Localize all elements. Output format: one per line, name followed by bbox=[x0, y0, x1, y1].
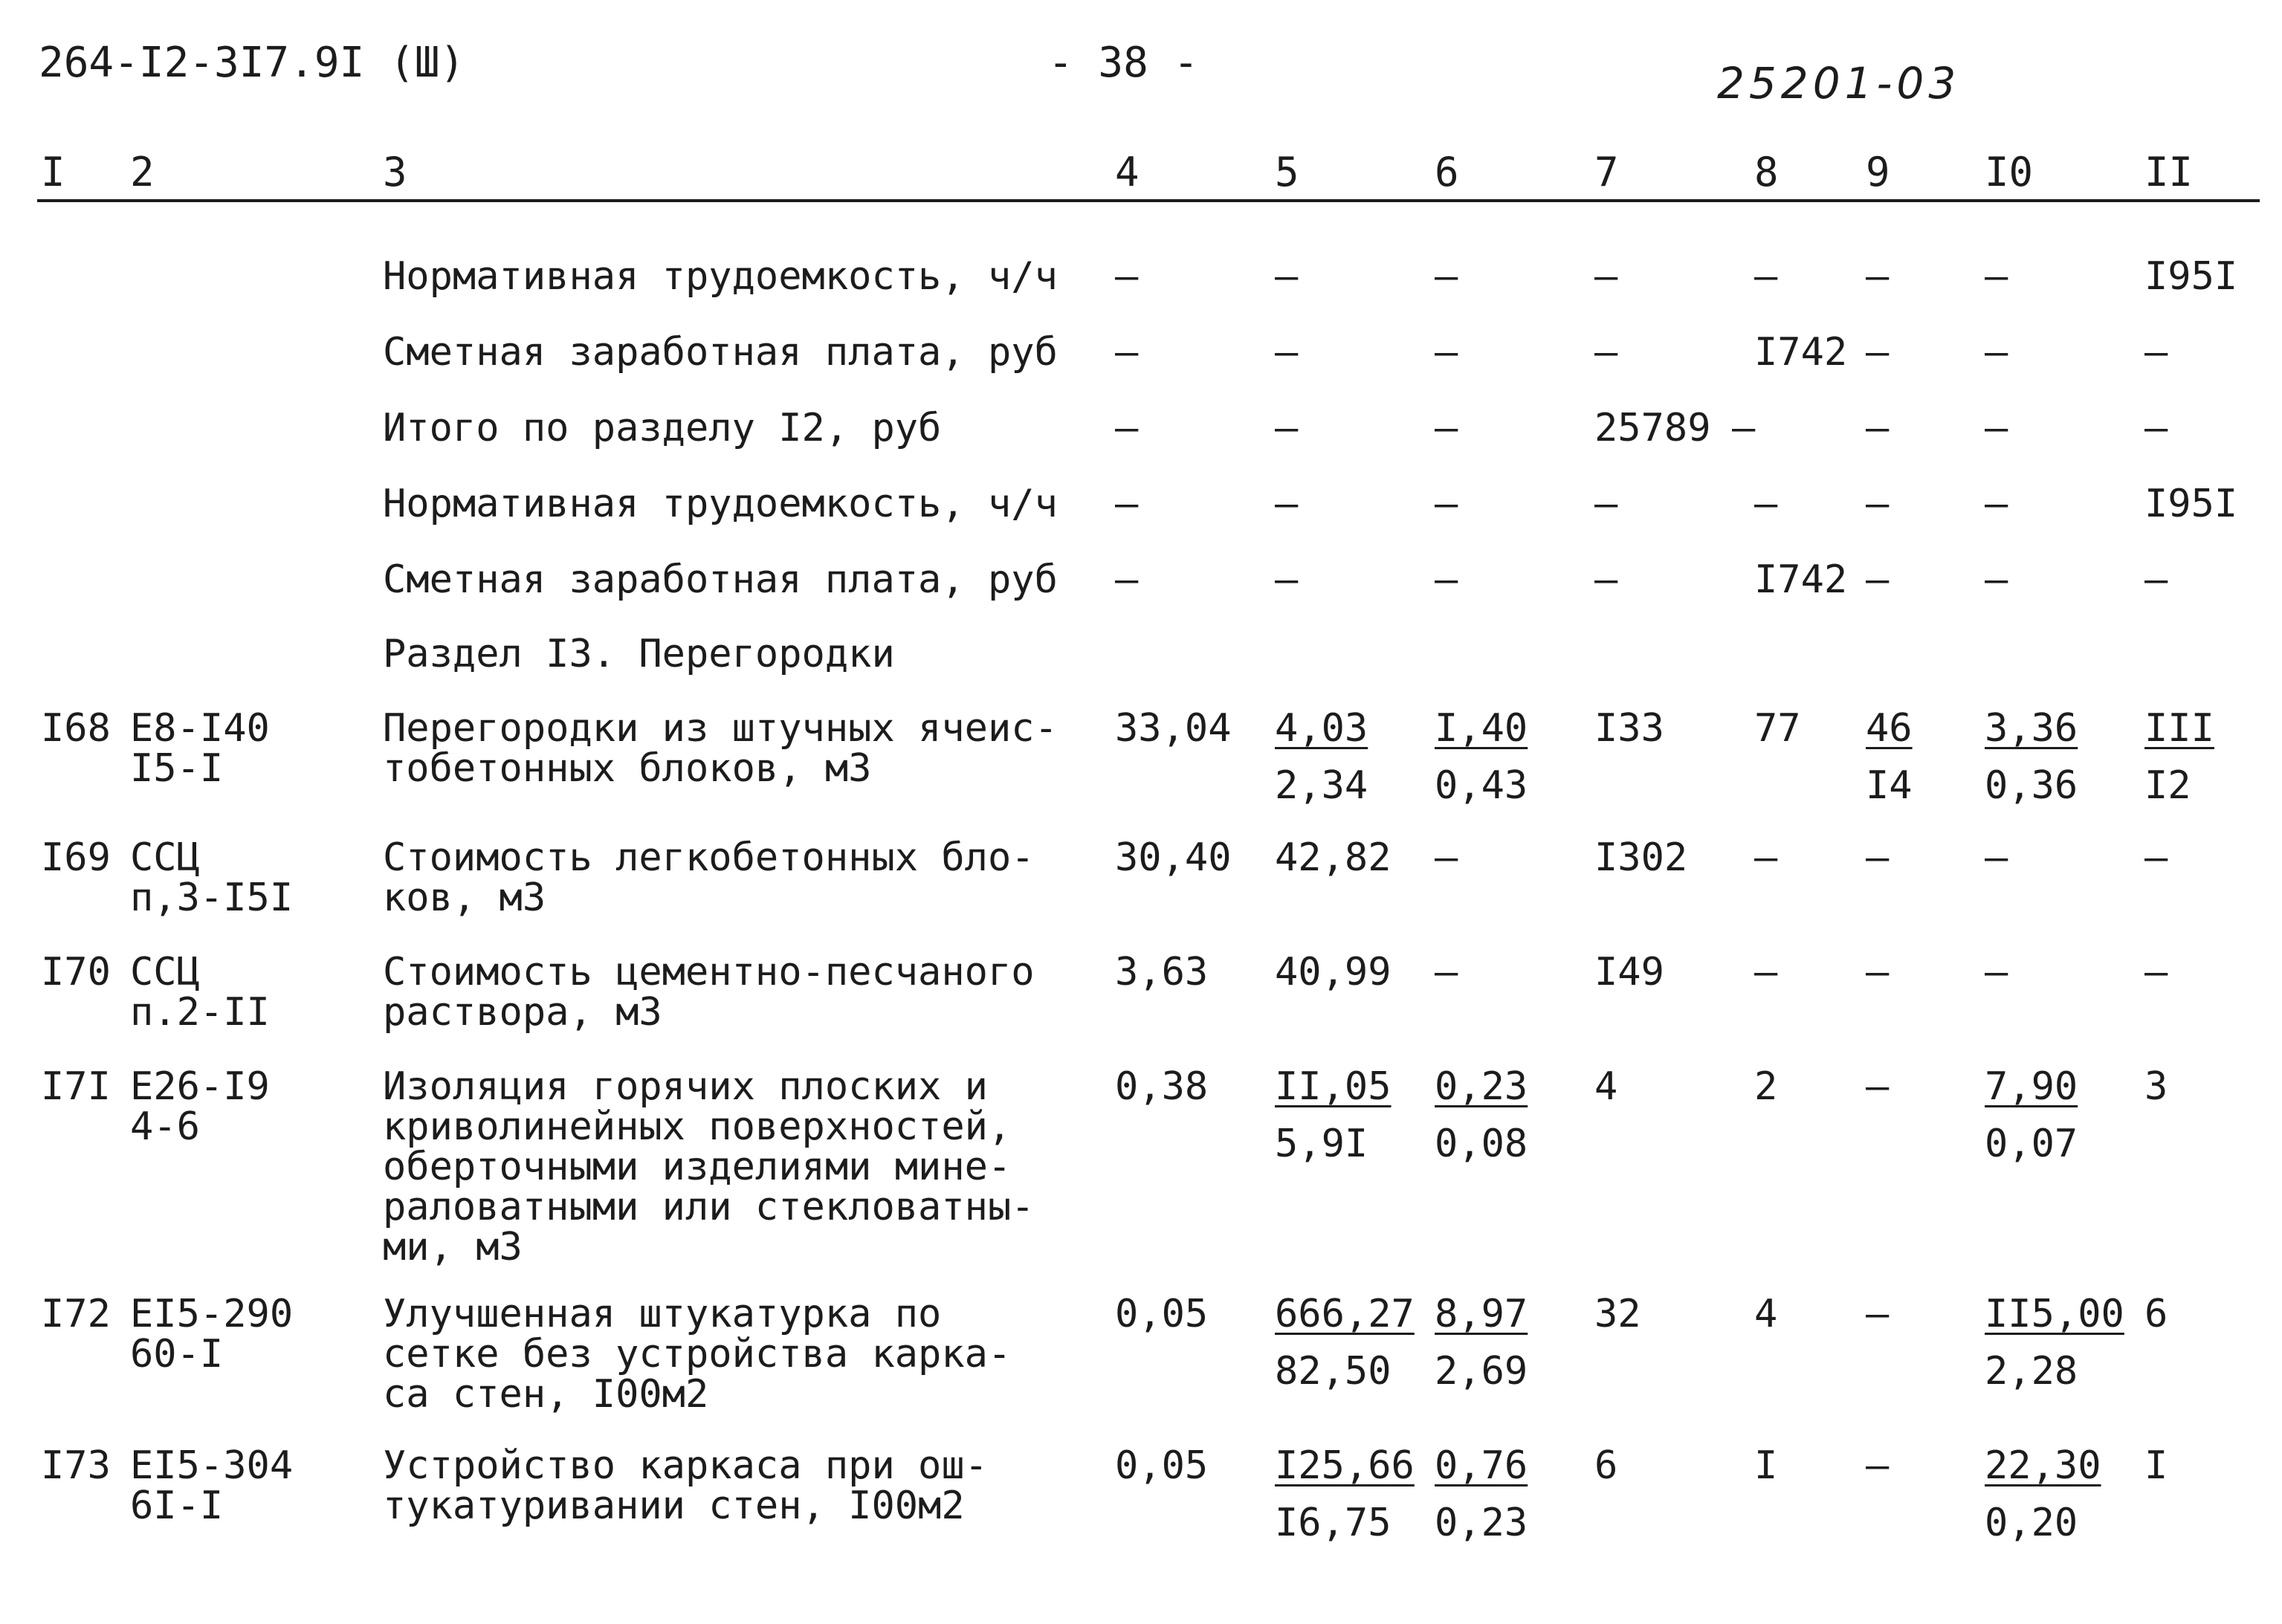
cell: – bbox=[1435, 482, 1458, 526]
column-number-8: 8 bbox=[1754, 149, 1779, 195]
cell: – bbox=[1985, 557, 2008, 602]
norm-code: ССЦ bbox=[130, 950, 200, 994]
cell-top: II,05 bbox=[1275, 1064, 1391, 1109]
cell: 0,05 bbox=[1115, 1443, 1209, 1488]
cell: – bbox=[1435, 330, 1458, 375]
cell: – bbox=[1435, 835, 1458, 880]
column-number-10: I0 bbox=[1985, 149, 2034, 195]
cell: – bbox=[1594, 254, 1618, 299]
item-description: Изоляция горячих плоских и bbox=[383, 1064, 988, 1109]
header-rule bbox=[37, 199, 2260, 202]
cell-top: 46 bbox=[1866, 706, 1913, 751]
cell: 2 bbox=[1754, 1064, 1778, 1109]
cell: – bbox=[1275, 406, 1299, 450]
column-number-1: I bbox=[41, 149, 65, 195]
cell: I33 bbox=[1594, 706, 1664, 751]
item-description: Улучшенная штукатурка по bbox=[383, 1292, 942, 1336]
cell-bottom: 0,08 bbox=[1435, 1122, 1528, 1166]
cell: 3 bbox=[2144, 1064, 2168, 1109]
cell-bottom: I4 bbox=[1866, 763, 1913, 808]
norm-code-sub: п.2-II bbox=[130, 990, 270, 1035]
norm-code: ЕI5-290 bbox=[130, 1292, 294, 1336]
cell-top: 0,76 bbox=[1435, 1443, 1528, 1488]
norm-code-sub: 4-6 bbox=[130, 1104, 200, 1149]
cell: I742 bbox=[1754, 557, 1848, 602]
column-number-5: 5 bbox=[1275, 149, 1299, 195]
cell: 40,99 bbox=[1275, 950, 1391, 994]
cell: – bbox=[1985, 406, 2008, 450]
cell-top: I,40 bbox=[1435, 706, 1528, 751]
norm-code-sub: 6I-I bbox=[130, 1484, 224, 1528]
column-number-7: 7 bbox=[1594, 149, 1619, 195]
norm-code: ССЦ bbox=[130, 835, 200, 880]
cell: – bbox=[1435, 406, 1458, 450]
cell: – bbox=[1985, 254, 2008, 299]
item-description: тобетонных блоков, м3 bbox=[383, 746, 872, 791]
cell-top: 7,90 bbox=[1985, 1064, 2078, 1109]
cell: – bbox=[2144, 557, 2168, 602]
column-number-2: 2 bbox=[130, 149, 155, 195]
row-number: I72 bbox=[41, 1292, 111, 1336]
cell: – bbox=[1866, 1443, 1890, 1488]
cell: 4 bbox=[1594, 1064, 1618, 1109]
item-description: раствора, м3 bbox=[383, 990, 662, 1035]
cell: – bbox=[1754, 482, 1778, 526]
cell: – bbox=[1866, 330, 1890, 375]
summary-label: Нормативная трудоемкость, ч/ч bbox=[383, 482, 1058, 526]
cell: 30,40 bbox=[1115, 835, 1232, 880]
cell-top: II5,00 bbox=[1985, 1292, 2124, 1336]
cell-top: 22,30 bbox=[1985, 1443, 2101, 1488]
cell-bottom: I2 bbox=[2144, 763, 2191, 808]
cell-top: III bbox=[2144, 706, 2214, 751]
summary-label: Сметная заработная плата, руб bbox=[383, 557, 1058, 602]
cell-top: 666,27 bbox=[1275, 1292, 1415, 1336]
cell: – bbox=[2144, 330, 2168, 375]
cell: – bbox=[1275, 482, 1299, 526]
row-number: I68 bbox=[41, 706, 111, 751]
cell: – bbox=[1754, 254, 1778, 299]
item-description: Устройство каркаса при ош- bbox=[383, 1443, 988, 1488]
cell: – bbox=[1115, 557, 1139, 602]
cell: 4 bbox=[1754, 1292, 1778, 1336]
cell: – bbox=[1594, 557, 1618, 602]
item-description: криволинейных поверхностей, bbox=[383, 1104, 1012, 1149]
cell: – bbox=[2144, 950, 2168, 994]
norm-code: Е26-I9 bbox=[130, 1064, 270, 1109]
cell: – bbox=[2144, 835, 2168, 880]
cell: – bbox=[1594, 482, 1618, 526]
section-title: Раздел I3. Перегородки bbox=[383, 632, 895, 676]
cell: – bbox=[1754, 835, 1778, 880]
cell-bottom: 0,23 bbox=[1435, 1501, 1528, 1545]
cell: – bbox=[1985, 950, 2008, 994]
column-number-9: 9 bbox=[1866, 149, 1890, 195]
cell: – bbox=[1732, 406, 1756, 450]
column-number-4: 4 bbox=[1115, 149, 1140, 195]
cell: I302 bbox=[1594, 835, 1688, 880]
column-number-11: II bbox=[2144, 149, 2194, 195]
item-description: ков, м3 bbox=[383, 876, 546, 920]
cell-top: 3,36 bbox=[1985, 706, 2078, 751]
cell: – bbox=[1866, 557, 1890, 602]
cell: – bbox=[1866, 1292, 1890, 1336]
item-description: Перегородки из штучных ячеис- bbox=[383, 706, 1058, 751]
cell: – bbox=[1275, 254, 1299, 299]
summary-label: Нормативная трудоемкость, ч/ч bbox=[383, 254, 1058, 299]
row-number: I73 bbox=[41, 1443, 111, 1488]
cell: – bbox=[1435, 950, 1458, 994]
cell: – bbox=[1435, 254, 1458, 299]
cell-top: 4,03 bbox=[1275, 706, 1368, 751]
cell: – bbox=[1275, 557, 1299, 602]
cell: – bbox=[1866, 835, 1890, 880]
cell-top: 8,97 bbox=[1435, 1292, 1528, 1336]
cell: 0,05 bbox=[1115, 1292, 1209, 1336]
cell-bottom: 82,50 bbox=[1275, 1349, 1391, 1394]
cell-bottom: 0,43 bbox=[1435, 763, 1528, 808]
item-description: са стен, I00м2 bbox=[383, 1372, 709, 1417]
handwritten-archive-code: 25201-03 bbox=[1717, 58, 1961, 109]
cell-bottom: 2,34 bbox=[1275, 763, 1368, 808]
norm-code-sub: I5-I bbox=[130, 746, 224, 791]
cell: I bbox=[1754, 1443, 1778, 1488]
item-description: тукатуривании стен, I00м2 bbox=[383, 1484, 965, 1528]
cell: – bbox=[1985, 835, 2008, 880]
item-description: оберточными изделиями мине- bbox=[383, 1145, 1012, 1189]
summary-label: Сметная заработная плата, руб bbox=[383, 330, 1058, 375]
norm-code-sub: 60-I bbox=[130, 1332, 224, 1376]
cell: I bbox=[2144, 1443, 2168, 1488]
cell-bottom: 2,69 bbox=[1435, 1349, 1528, 1394]
cell: 6 bbox=[1594, 1443, 1618, 1488]
cell-bottom: 0,36 bbox=[1985, 763, 2078, 808]
document-code: 264-I2-3I7.9I (Ш) bbox=[39, 39, 465, 87]
cell-bottom: 5,9I bbox=[1275, 1122, 1368, 1166]
cell: – bbox=[1754, 950, 1778, 994]
cell: – bbox=[1115, 254, 1139, 299]
cell: – bbox=[1115, 330, 1139, 375]
cell: – bbox=[1866, 1064, 1890, 1109]
cell: 0,38 bbox=[1115, 1064, 1209, 1109]
cell-top: 0,23 bbox=[1435, 1064, 1528, 1109]
cell-top: I25,66 bbox=[1275, 1443, 1415, 1488]
column-number-6: 6 bbox=[1435, 149, 1459, 195]
cell: 32 bbox=[1594, 1292, 1641, 1336]
item-description: Стоимость цементно-песчаного bbox=[383, 950, 1035, 994]
cell: – bbox=[2144, 406, 2168, 450]
cell: – bbox=[1866, 406, 1890, 450]
cell: – bbox=[1594, 330, 1618, 375]
cell: – bbox=[1985, 330, 2008, 375]
page-number: - 38 - bbox=[1048, 39, 1199, 87]
cell: 42,82 bbox=[1275, 835, 1391, 880]
row-number: I69 bbox=[41, 835, 111, 880]
cell: 33,04 bbox=[1115, 706, 1232, 751]
item-description: раловатными или стекловатны- bbox=[383, 1185, 1035, 1229]
cell: I95I bbox=[2144, 482, 2238, 526]
cell: 77 bbox=[1754, 706, 1801, 751]
cell: I95I bbox=[2144, 254, 2238, 299]
item-description: Стоимость легкобетонных бло- bbox=[383, 835, 1035, 880]
cell: 6 bbox=[2144, 1292, 2168, 1336]
norm-code-sub: п,3-I5I bbox=[130, 876, 294, 920]
cell: 25789 bbox=[1594, 406, 1711, 450]
cell: 3,63 bbox=[1115, 950, 1209, 994]
cell: – bbox=[1115, 406, 1139, 450]
cell: I742 bbox=[1754, 330, 1848, 375]
norm-code: ЕI5-304 bbox=[130, 1443, 294, 1488]
cell: – bbox=[1115, 482, 1139, 526]
cell: – bbox=[1275, 330, 1299, 375]
cell-bottom: 0,07 bbox=[1985, 1122, 2078, 1166]
norm-code: Е8-I40 bbox=[130, 706, 270, 751]
row-number: I7I bbox=[41, 1064, 111, 1109]
cell: I49 bbox=[1594, 950, 1664, 994]
cell-bottom: I6,75 bbox=[1275, 1501, 1391, 1545]
cell: – bbox=[1866, 254, 1890, 299]
cell: – bbox=[1435, 557, 1458, 602]
item-description: сетке без устройства карка- bbox=[383, 1332, 1012, 1376]
cell: – bbox=[1866, 482, 1890, 526]
summary-label: Итого по разделу I2, руб bbox=[383, 406, 942, 450]
row-number: I70 bbox=[41, 950, 111, 994]
cell: – bbox=[1866, 950, 1890, 994]
cell-bottom: 2,28 bbox=[1985, 1349, 2078, 1394]
column-number-3: 3 bbox=[383, 149, 407, 195]
item-description: ми, м3 bbox=[383, 1225, 523, 1269]
cell-bottom: 0,20 bbox=[1985, 1501, 2078, 1545]
cell: – bbox=[1985, 482, 2008, 526]
